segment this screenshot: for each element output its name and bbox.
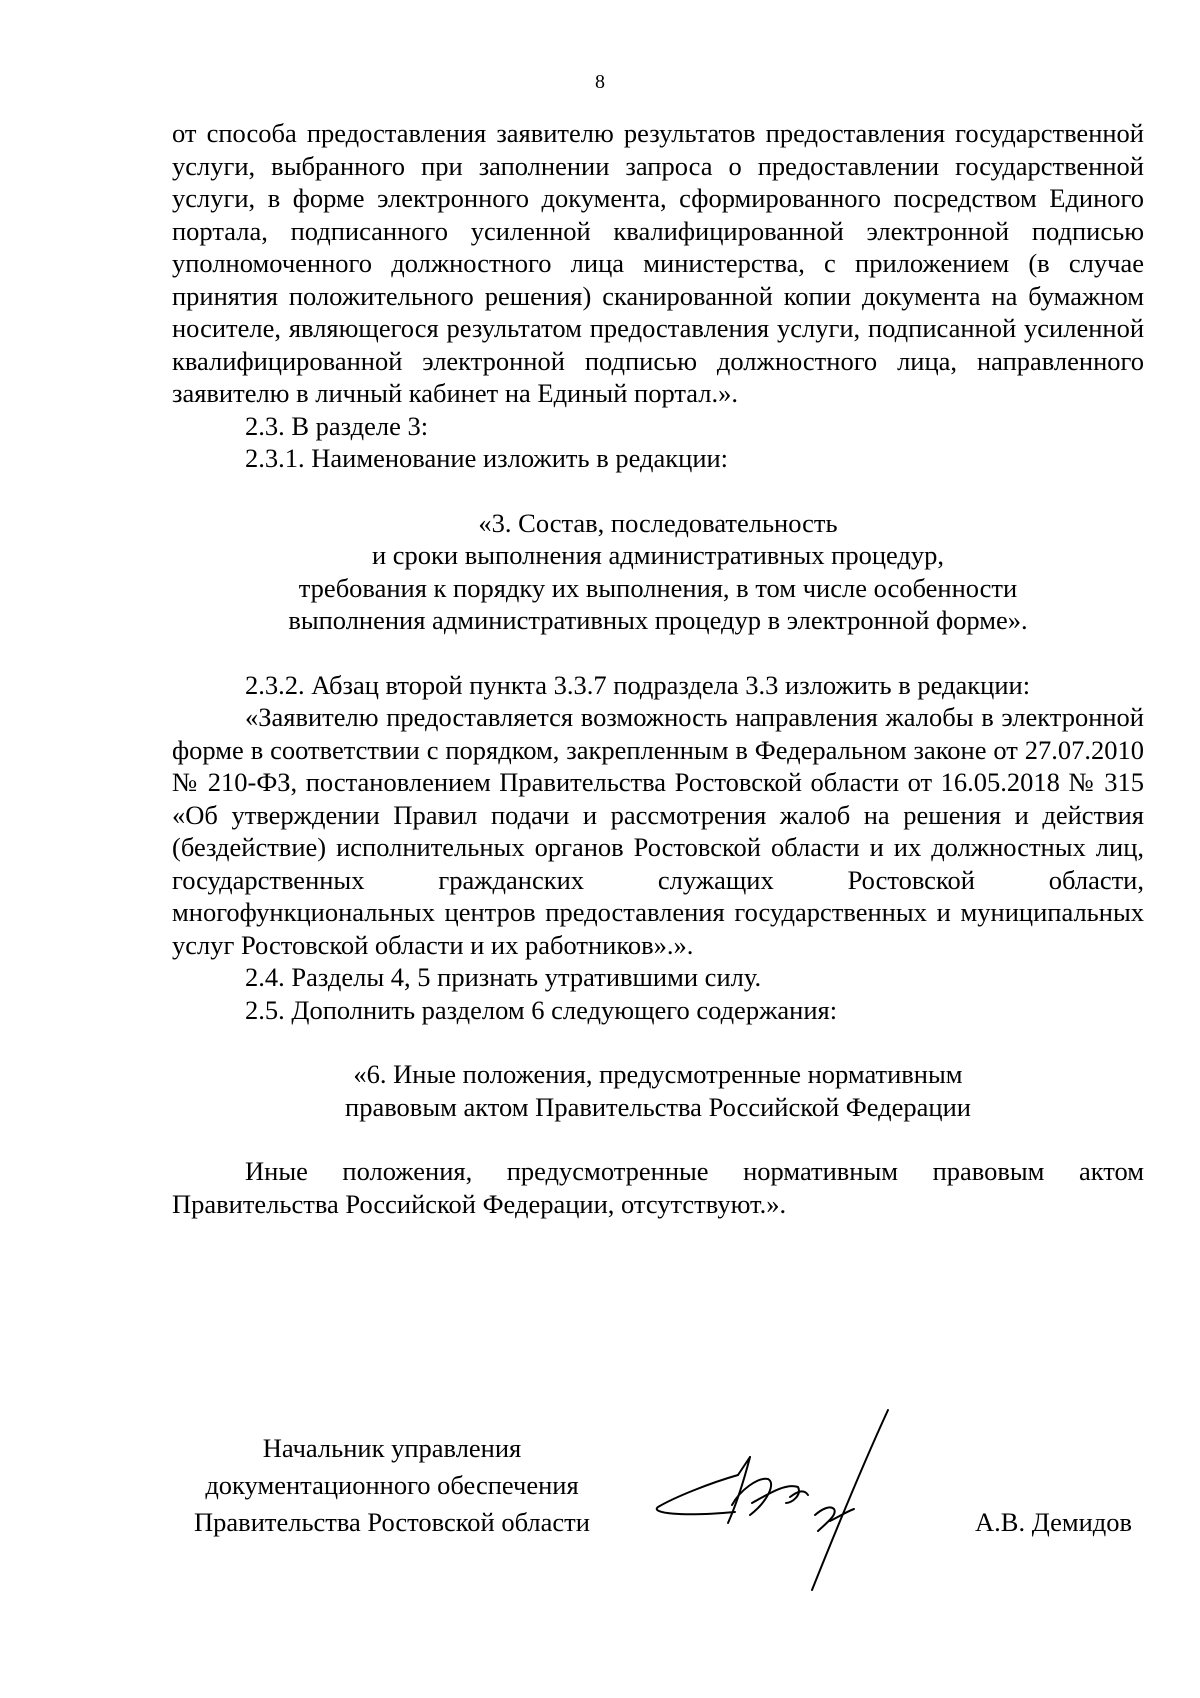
heading-line: и сроки выполнения административных процедур, <box>371 540 945 570</box>
heading-line: «3. Состав, последовательность <box>478 507 838 538</box>
paragraph-2-3: 2.3. В разделе 3: <box>245 410 429 441</box>
section-6-heading <box>172 1058 1144 1123</box>
signatory-title-line: документационного обеспечения <box>205 1470 579 1500</box>
paragraph-2-4: 2.4. Разделы 4, 5 признать утратившими силу. <box>245 962 762 992</box>
document-body <box>172 117 1144 1220</box>
paragraph-other-provisions: Иные положения, предусмотренные нормативным правовым актом Правительства Российской Федерации, отсутствуют.». <box>172 1156 1144 1219</box>
section-3-heading <box>172 507 1144 637</box>
signatory-title <box>172 1430 612 1541</box>
paragraph-2-5: 2.5. Дополнить разделом 6 следующего содержания: <box>245 994 838 1025</box>
heading-line: правовым актом Правительства Российской Федерации <box>345 1091 971 1122</box>
page-number: 8 <box>595 71 605 93</box>
paragraph-2-3-1: 2.3.1. Наименование изложить в редакции: <box>245 443 729 473</box>
heading-line: выполнения административных процедур в электронной форме». <box>288 605 1028 635</box>
heading-line: требования к порядку их выполнения, в том числе особенности <box>298 572 1018 603</box>
signatory-title-line: Начальник управления <box>262 1433 522 1463</box>
paragraph-continuation: от способа предоставления заявителю результатов предоставления государственной услуги, выбранного при заполнении запроса о предоставлении государственной услуги, в форме электронного документа, сформированного посредством Единого портала, подписанного усиленной квалифицированной электронной подписью уполномоченного должностного лица министерства, с приложением (в случае принятия положительного решения) сканированной копии документа на бумажном носителе, являющегося результатом предоставления услуги, подписанной усиленной квалифицированной электронной подписью должностного лица, направленного заявителю в личный кабинет на Единый портал.». <box>172 118 1144 408</box>
handwritten-signature <box>640 1405 920 1595</box>
signatory-name: А.В. Демидов <box>975 1507 1133 1537</box>
heading-line: «6. Иные положения, предусмотренные нормативным <box>353 1059 963 1089</box>
paragraph-complaint: «Заявителю предоставляется возможность направления жалобы в электронной форме в соответствии с порядком, закрепленным в Федеральном законе от 27.07.2010 № 210-ФЗ, постановлением Правительства Ростовской области от 16.05.2018 № 315 «Об утверждении Правил подачи и рассмотрения жалоб на решения и действия (бездействие) исполнительных органов Ростовской области и их должностных лиц, государственных гражданских служащих Ростовской области, многофункциональных центров предоставления государственных и муниципальных услуг Ростовской области и их работников».». <box>172 702 1144 960</box>
signatory-title-line: Правительства Ростовской области <box>194 1507 590 1537</box>
paragraph-2-3-2: 2.3.2. Абзац второй пункта 3.3.7 подраздела 3.3 изложить в редакции: <box>245 669 1031 700</box>
